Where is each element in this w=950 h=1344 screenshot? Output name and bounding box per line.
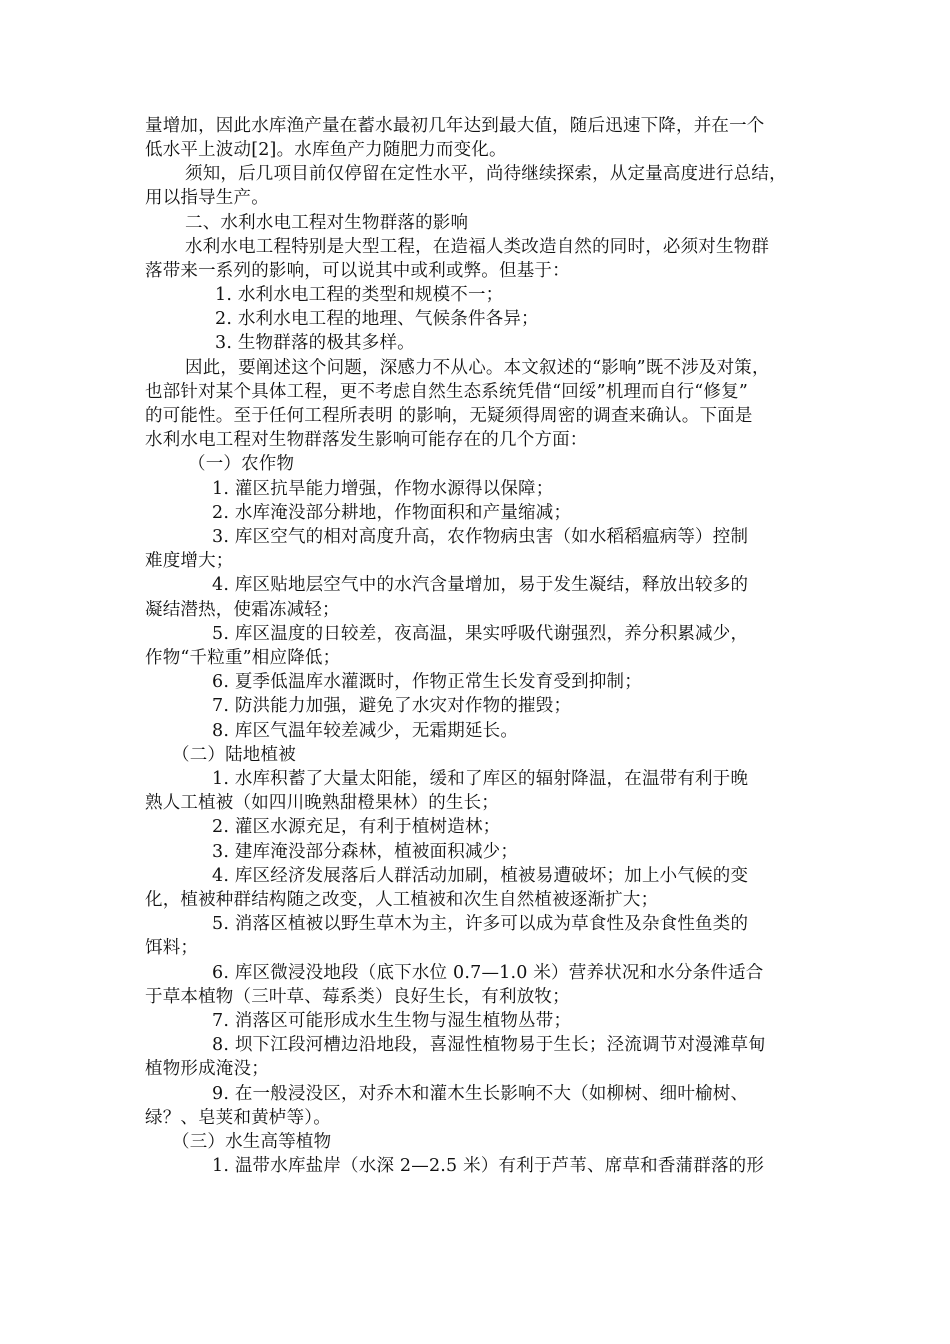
body-line: 水利水电工程对生物群落发生影响可能存在的几个方面： [145,430,588,450]
body-line: 也部针对某个具体工程，更不考虑自然生态系统凭借“回绥”机理而自行“修复” [145,382,748,402]
list-item-continuation: 植物形成淹没； [145,1059,269,1079]
paragraph-first-line: 水利水电工程特别是大型工程，在造福人类改造自然的同时，必须对生物群 [185,237,770,257]
list-item: 4. 库区贴地层空气中的水汽含量增加，易于发生凝结，释放出较多的 [212,575,749,595]
list-item-continuation: 熟人工植被（如四川晚熟甜橙果林）的生长； [145,793,499,813]
subsection-heading: （三）水生高等植物 [172,1132,332,1152]
list-item: 4. 库区经济发展落后人群活动加刷，植被易遭破坏；加上小气候的变 [212,866,749,886]
list-item: 7. 防洪能力加强，避免了水灾对作物的摧毁； [212,696,572,716]
list-item: 8. 库区气温年较差减少，无霜期延长。 [212,721,519,741]
list-item: 6. 库区微浸没地段（底下水位 0.7—1.0 米）营养状况和水分条件适合 [212,963,764,983]
paragraph-first-line: 因此，要阐述这个问题，深感力不从心。本文叙述的“影响”既不涉及对策， [185,358,770,378]
list-item: 8. 坝下江段河槽边沿地段，喜湿性植物易于生长；泾流调节对漫滩草甸 [212,1035,766,1055]
list-item-continuation: 于草本植物（三叶草、莓系类）良好生长，有利放牧； [145,987,570,1007]
list-item-continuation: 作物“千粒重”相应降低； [145,648,341,668]
list-item: 2. 水库淹没部分耕地，作物面积和产量缩减； [212,503,572,523]
body-line: 低水平上波动[2]。水库鱼产力随肥力而变化。 [145,140,507,160]
list-item: 7. 消落区可能形成水生生物与湿生植物丛带； [212,1011,572,1031]
list-item: 1. 水库积蓄了大量太阳能，缓和了库区的辐射降温，在温带有利于晚 [212,769,749,789]
list-item: 1. 水利水电工程的类型和规模不一； [215,285,504,305]
list-item: 1. 温带水库盐岸（水深 2—2.5 米）有利于芦苇、席草和香蒲群落的形 [212,1156,765,1176]
paragraph-first-line: 须知，后几项目前仅停留在定性水平，尚待继续探索，从定量高度进行总结， [185,164,787,184]
list-item: 9. 在一般浸没区，对乔木和灌木生长影响不大（如柳树、细叶榆树、 [212,1084,749,1104]
body-line: 量增加，因此水库渔产量在蓄水最初几年达到最大值，随后迅速下降，并在一个 [145,116,765,136]
body-line: 的可能性。至于任何工程所表明 的影响，无疑须得周密的调查来确认。下面是 [145,406,753,426]
section-heading: 二、水利水电工程对生物群落的影响 [185,213,469,233]
list-item: 1. 灌区抗旱能力增强，作物水源得以保障； [212,479,554,499]
list-item-continuation: 难度增大； [145,551,234,571]
list-item-continuation: 饵料； [145,938,199,958]
list-item: 3. 建库淹没部分森林，植被面积减少； [212,842,519,862]
list-item-continuation: 凝结潜热，使霜冻减轻； [145,600,340,620]
body-line: 用以指导生产。 [145,188,269,208]
subsection-heading: （一）农作物 [188,454,295,474]
list-item: 6. 夏季低温库水灌溉时，作物正常生长发育受到抑制； [212,672,642,692]
list-item: 2. 灌区水源充足，有利于植树造林； [212,817,501,837]
list-item: 2. 水利水电工程的地理、气候条件各异； [215,309,539,329]
list-item-continuation: 化，植被种群结构随之改变，人工植被和次生自然植被逐渐扩大； [145,890,659,910]
list-item: 5. 库区温度的日较差，夜高温，果实呼吸代谢强烈，养分积累减少， [212,624,749,644]
body-line: 落带来一系列的影响，可以说其中或利或弊。但基于： [145,261,570,281]
list-item: 3. 生物群落的极其多样。 [215,333,415,353]
subsection-heading: （二）陆地植被 [172,745,296,765]
list-item-continuation: 绿？、皂荚和黄栌等）。 [145,1108,331,1128]
list-item: 3. 库区空气的相对高度升高，农作物病虫害（如水稻稻瘟病等）控制 [212,527,749,547]
list-item: 5. 消落区植被以野生草木为主，许多可以成为草食性及杂食性鱼类的 [212,914,749,934]
